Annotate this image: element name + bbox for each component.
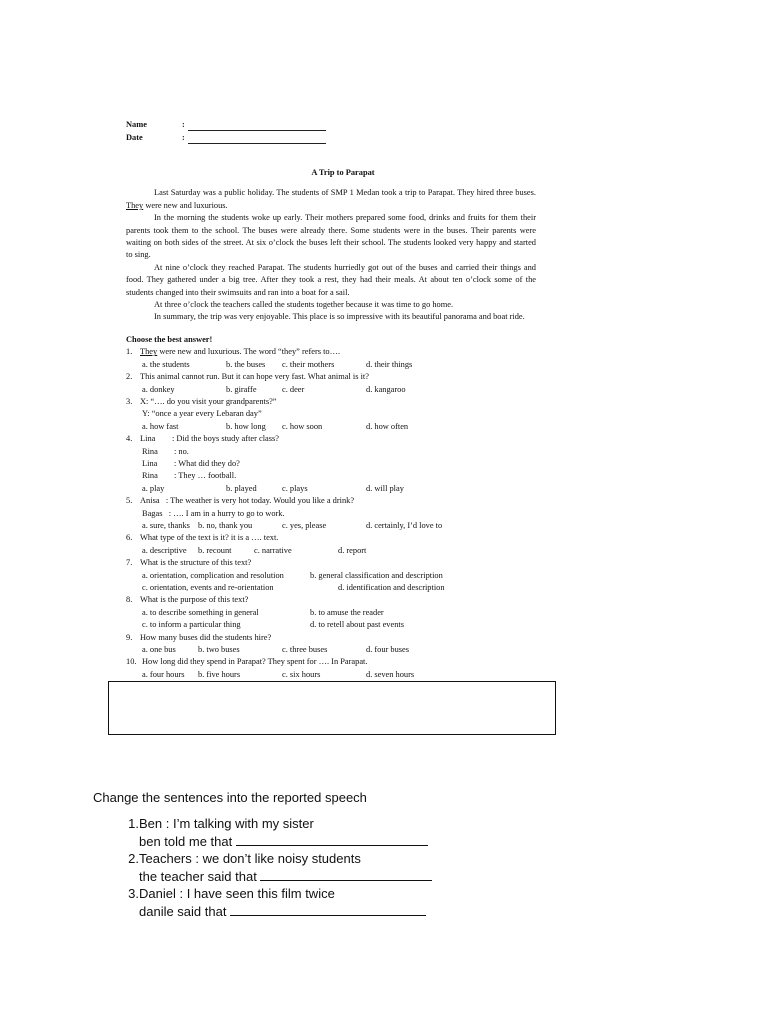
question-5: 5. Anisa : The weather is very hot today. Would you like a drink? xyxy=(126,496,355,506)
option-a: a. how fast xyxy=(142,421,179,431)
option-c: c. orientation, events and re-orientation xyxy=(142,583,274,592)
option-d: d. their things xyxy=(366,359,413,369)
question-1: 1. They were new and luxurious. The word “they” refers to…. xyxy=(126,347,341,357)
question-9-options xyxy=(126,644,536,656)
option-b: b. two buses xyxy=(198,645,240,655)
option-c: c. plays xyxy=(282,483,308,493)
reported-speech-section xyxy=(93,790,432,920)
option-c: c. how soon xyxy=(282,421,323,431)
question-2-options xyxy=(126,384,536,396)
item-3-prompt: danile said that xyxy=(139,903,227,919)
question-7-options-ab xyxy=(126,570,536,582)
option-d: d. seven hours xyxy=(366,669,415,679)
item-1-answer-blank[interactable] xyxy=(236,833,428,846)
question-5-options xyxy=(126,520,536,532)
date-blank-line xyxy=(188,134,326,144)
question-6-options xyxy=(126,545,536,557)
option-b: b. general classification and description xyxy=(310,570,443,580)
name-label: Name xyxy=(126,119,147,129)
name-colon: : xyxy=(182,119,185,129)
option-a: a. one bus xyxy=(142,645,176,655)
option-a: a. play xyxy=(142,483,165,493)
item-3-sentence: Daniel : I have seen this film twice xyxy=(139,886,335,901)
item-2-prompt: the teacher said that xyxy=(139,868,257,884)
question-4-dialog-2: Rina : no. xyxy=(142,446,189,456)
question-4-options xyxy=(126,483,536,495)
question-7: 7. What is the structure of this text? xyxy=(126,558,252,568)
question-8-options-cd xyxy=(126,619,536,631)
option-c: c. three buses xyxy=(282,645,328,655)
paragraph-3: At nine o’clock they reached Parapat. The students hurriedly got out of the buses and carried their things and food. They gathered under a big tree. After they took a rest, they had their meals. At about ten o’clock some of the students changed into their swimsuits and ran into a boat for a sail. xyxy=(126,262,536,297)
question-4-dialog-4: Rina : They … football. xyxy=(142,471,237,481)
question-10-options xyxy=(126,669,536,681)
option-d: d. how often xyxy=(366,421,409,431)
question-4-dialog-3: Lina : What did they do? xyxy=(142,458,240,468)
empty-answer-box[interactable] xyxy=(108,681,556,735)
reported-speech-item-3: 3. Daniel : I have seen this film twice danile said that xyxy=(93,885,432,920)
paragraph-5: In summary, the trip was very enjoyable. This place is so impressive with its beautiful panorama and boat ride. xyxy=(154,312,525,322)
option-c: c. six hours xyxy=(282,669,321,679)
paragraph-2: In the morning the students woke up early. Their mothers prepared some food, drinks and fruits for them their parents took them to the school. The buses were already there. Some students were in the buses. Their parents were waiting on both sides of the street. At six o’clock the buses left their school. The students looked very happy and started to sing. xyxy=(126,213,536,260)
question-3-options xyxy=(126,421,536,433)
option-d: d. certainly, I’d love to xyxy=(366,520,443,530)
item-2-answer-blank[interactable] xyxy=(260,868,432,881)
name-blank-line xyxy=(188,121,326,131)
option-a: a. donkey xyxy=(142,384,175,394)
question-7-options-cd xyxy=(126,582,536,594)
option-d: d. to retell about past events xyxy=(310,620,404,630)
question-6: 6. What type of the text is it? it is a …. text. xyxy=(126,533,279,543)
option-c: c. to inform a particular thing xyxy=(142,620,241,630)
reported-speech-item-1: 1. Ben : I’m talking with my sister ben told me that xyxy=(93,815,432,850)
date-row xyxy=(126,131,536,144)
question-10: 10. How long did they spend in Parapat? They spent for …. In Parapat. xyxy=(126,657,368,667)
option-d: d. report xyxy=(338,545,367,555)
text-title: A Trip to Parapat xyxy=(311,168,375,177)
option-b: b. the buses xyxy=(226,359,266,369)
questions-heading: Choose the best answer! xyxy=(126,334,213,344)
option-c: c. deer xyxy=(282,384,305,394)
item-1-sentence: Ben : I’m talking with my sister xyxy=(139,816,314,831)
option-b: b. how long xyxy=(226,421,266,431)
option-b: b. no, thank you xyxy=(198,520,253,530)
reported-speech-instruction: Change the sentences into the reported speech xyxy=(93,790,367,805)
question-5-line-2: Bagas : …. I am in a hurry to go to work. xyxy=(142,508,285,518)
option-b: b. recount xyxy=(198,545,232,555)
reported-speech-item-2: 2. Teachers : we don’t like noisy students the teacher said that xyxy=(93,850,432,885)
question-9: 9. How many buses did the students hire? xyxy=(126,632,272,642)
option-b: b. to amuse the reader xyxy=(310,607,384,617)
option-c: c. narrative xyxy=(254,545,292,555)
date-label: Date xyxy=(126,132,143,142)
option-d: d. identification and description xyxy=(338,583,445,592)
option-d: d. will play xyxy=(366,483,404,493)
option-c: c. yes, please xyxy=(282,520,327,530)
question-1-options xyxy=(126,359,536,371)
paragraph-1: Last Saturday was a public holiday. The students of SMP 1 Medan took a trip to Parapat. They hired three buses. They were new and luxurious. xyxy=(126,188,536,210)
date-colon: : xyxy=(182,132,185,142)
option-a: a. to describe something in general xyxy=(142,607,259,617)
option-b: b. giraffe xyxy=(226,384,257,394)
question-8-options-ab xyxy=(126,607,536,619)
option-d: d. kangaroo xyxy=(366,384,406,394)
option-a: a. the students xyxy=(142,359,190,369)
question-8: 8. What is the purpose of this text? xyxy=(126,595,249,605)
question-4: 4. Lina : Did the boys study after class? xyxy=(126,434,279,444)
worksheet xyxy=(126,118,536,681)
option-a: a. orientation, complication and resolution xyxy=(142,570,284,580)
item-3-answer-blank[interactable] xyxy=(230,903,426,916)
question-3-line-2: Y: “once a year every Lebaran day” xyxy=(142,409,262,419)
option-a: a. descriptive xyxy=(142,545,187,555)
option-b: b. five hours xyxy=(198,669,241,679)
option-b: b. played xyxy=(226,483,257,493)
item-1-prompt: ben told me that xyxy=(139,833,233,849)
name-row xyxy=(126,118,536,131)
option-a: a. sure, thanks xyxy=(142,520,190,530)
option-c: c. their mothers xyxy=(282,359,335,369)
question-2: 2. This animal cannot run. But it can hope very fast. What animal is it? xyxy=(126,372,369,382)
item-2-sentence: Teachers : we don’t like noisy students xyxy=(139,851,361,866)
option-d: d. four buses xyxy=(366,645,410,655)
question-3: 3. X: “…. do you visit your grandparents?” xyxy=(126,396,277,406)
option-a: a. four hours xyxy=(142,669,185,679)
paragraph-4: At three o’clock the teachers called the students together because it was time to go home. xyxy=(154,300,454,310)
